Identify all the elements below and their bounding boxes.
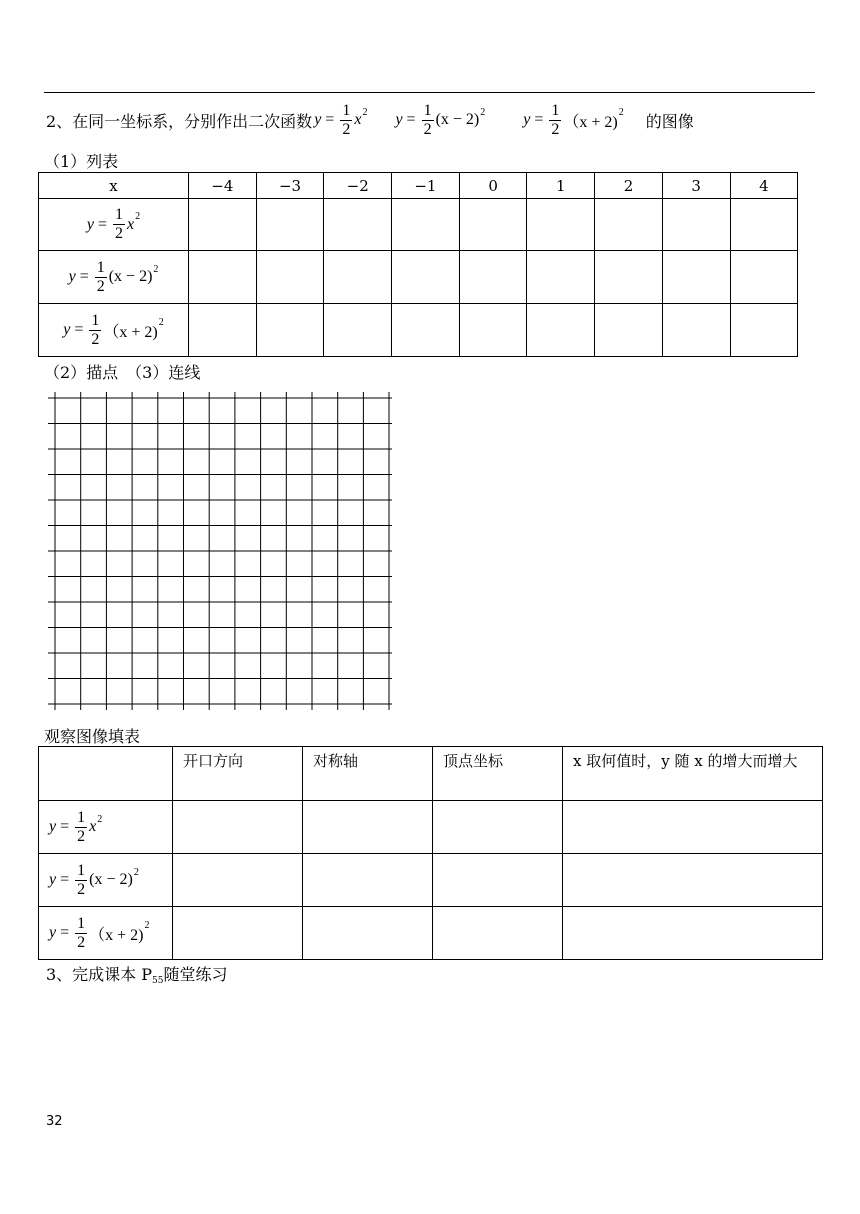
section-2-heading: [46, 96, 826, 144]
function-2-cell: y = $\frac{1}{2}$ (x − 2) 2: [39, 854, 173, 907]
section-3-subscript: 55: [152, 976, 164, 986]
blank-cell[interactable]: [173, 801, 303, 854]
function-3-cell: y = $\frac{1}{2}$ （x + 2) 2: [39, 304, 189, 357]
function-2-cell: y = $\frac{1}{2}$ (x − 2) 2: [39, 251, 189, 304]
step-2-3-label: （2）描点 （3）连线: [44, 363, 201, 382]
blank-cell[interactable]: [459, 251, 527, 304]
x-value-cell: −3: [256, 173, 324, 199]
x-value-cell: 4: [730, 173, 798, 199]
blank-cell[interactable]: [595, 251, 663, 304]
header-increasing-range: x 取何值时，y 随 x 的增大而增大: [563, 747, 823, 801]
header-axis-of-symmetry: 对称轴: [303, 747, 433, 801]
blank-cell[interactable]: [189, 251, 257, 304]
blank-cell[interactable]: [433, 801, 563, 854]
blank-cell[interactable]: [433, 854, 563, 907]
x-value-cell: −1: [392, 173, 460, 199]
blank-cell[interactable]: [433, 907, 563, 960]
header-opening-direction: 开口方向: [173, 747, 303, 801]
properties-header-row: [39, 747, 823, 801]
values-table: [38, 172, 798, 357]
blank-cell[interactable]: [324, 199, 392, 251]
blank-cell[interactable]: [189, 304, 257, 357]
x-value-cell: −2: [324, 173, 392, 199]
blank-cell[interactable]: [256, 199, 324, 251]
page-number: 32: [46, 1114, 63, 1129]
x-value-cell: 1: [527, 173, 595, 199]
blank-cell[interactable]: [730, 199, 798, 251]
function-1-cell: y = $\frac{1}{2}$ x 2: [39, 801, 173, 854]
table-row-f3: [39, 304, 798, 357]
top-rule: [44, 92, 815, 93]
blank-cell[interactable]: [303, 854, 433, 907]
blank-cell[interactable]: [527, 199, 595, 251]
table-row-f2: [39, 251, 798, 304]
section-3: [46, 962, 228, 985]
blank-cell[interactable]: [527, 304, 595, 357]
blank-cell[interactable]: [563, 907, 823, 960]
blank-cell[interactable]: [459, 304, 527, 357]
section-2-text: 2、在同一坐标系，分别作出二次函数: [46, 111, 313, 131]
blank-cell[interactable]: [730, 251, 798, 304]
x-value-cell: 2: [595, 173, 663, 199]
properties-row-f1: [39, 801, 823, 854]
function-1-cell: y = $\frac{1}{2}$ x 2: [39, 199, 189, 251]
header-vertex-coordinates: 顶点坐标: [433, 747, 563, 801]
function-3-heading: y = $\frac{1}{2}$ （x + 2) 2: [523, 101, 624, 138]
blank-cell[interactable]: [662, 251, 730, 304]
function-2-heading: y = $\frac{1}{2}$ (x − 2) 2: [395, 101, 486, 138]
step-1-label: （1）列表: [44, 152, 119, 171]
function-3-cell: y = $\frac{1}{2}$ （x + 2) 2: [39, 907, 173, 960]
blank-cell[interactable]: [459, 199, 527, 251]
x-value-cell: 0: [459, 173, 527, 199]
x-header-cell: x: [39, 173, 189, 199]
empty-corner-cell: [39, 747, 173, 801]
section-2-suffix: 的图像: [645, 111, 694, 131]
blank-cell[interactable]: [662, 304, 730, 357]
properties-table: [38, 746, 823, 960]
blank-cell[interactable]: [662, 199, 730, 251]
table-row-x: [39, 173, 798, 199]
x-value-cell: −4: [189, 173, 257, 199]
blank-cell[interactable]: [563, 854, 823, 907]
blank-cell[interactable]: [189, 199, 257, 251]
blank-cell[interactable]: [173, 854, 303, 907]
section-3-suffix: 随堂练习: [163, 965, 228, 984]
blank-cell[interactable]: [392, 251, 460, 304]
blank-cell[interactable]: [256, 251, 324, 304]
observe-label: 观察图像填表: [44, 727, 141, 746]
blank-cell[interactable]: [324, 304, 392, 357]
blank-cell[interactable]: [303, 907, 433, 960]
blank-cell[interactable]: [324, 251, 392, 304]
blank-cell[interactable]: [392, 199, 460, 251]
blank-cell[interactable]: [563, 801, 823, 854]
blank-cell[interactable]: [256, 304, 324, 357]
blank-cell[interactable]: [527, 251, 595, 304]
blank-cell[interactable]: [303, 801, 433, 854]
blank-cell[interactable]: [595, 304, 663, 357]
blank-cell[interactable]: [392, 304, 460, 357]
blank-cell[interactable]: [173, 907, 303, 960]
function-1-heading: y = $\frac{1}{2}$ x 2: [314, 101, 368, 138]
grid-paper[interactable]: [44, 392, 396, 712]
blank-cell[interactable]: [730, 304, 798, 357]
blank-cell[interactable]: [595, 199, 663, 251]
x-value-cell: 3: [662, 173, 730, 199]
properties-row-f2: [39, 854, 823, 907]
table-row-f1: [39, 199, 798, 251]
properties-row-f3: [39, 907, 823, 960]
section-3-prefix: 3、完成课本 P: [46, 965, 153, 984]
